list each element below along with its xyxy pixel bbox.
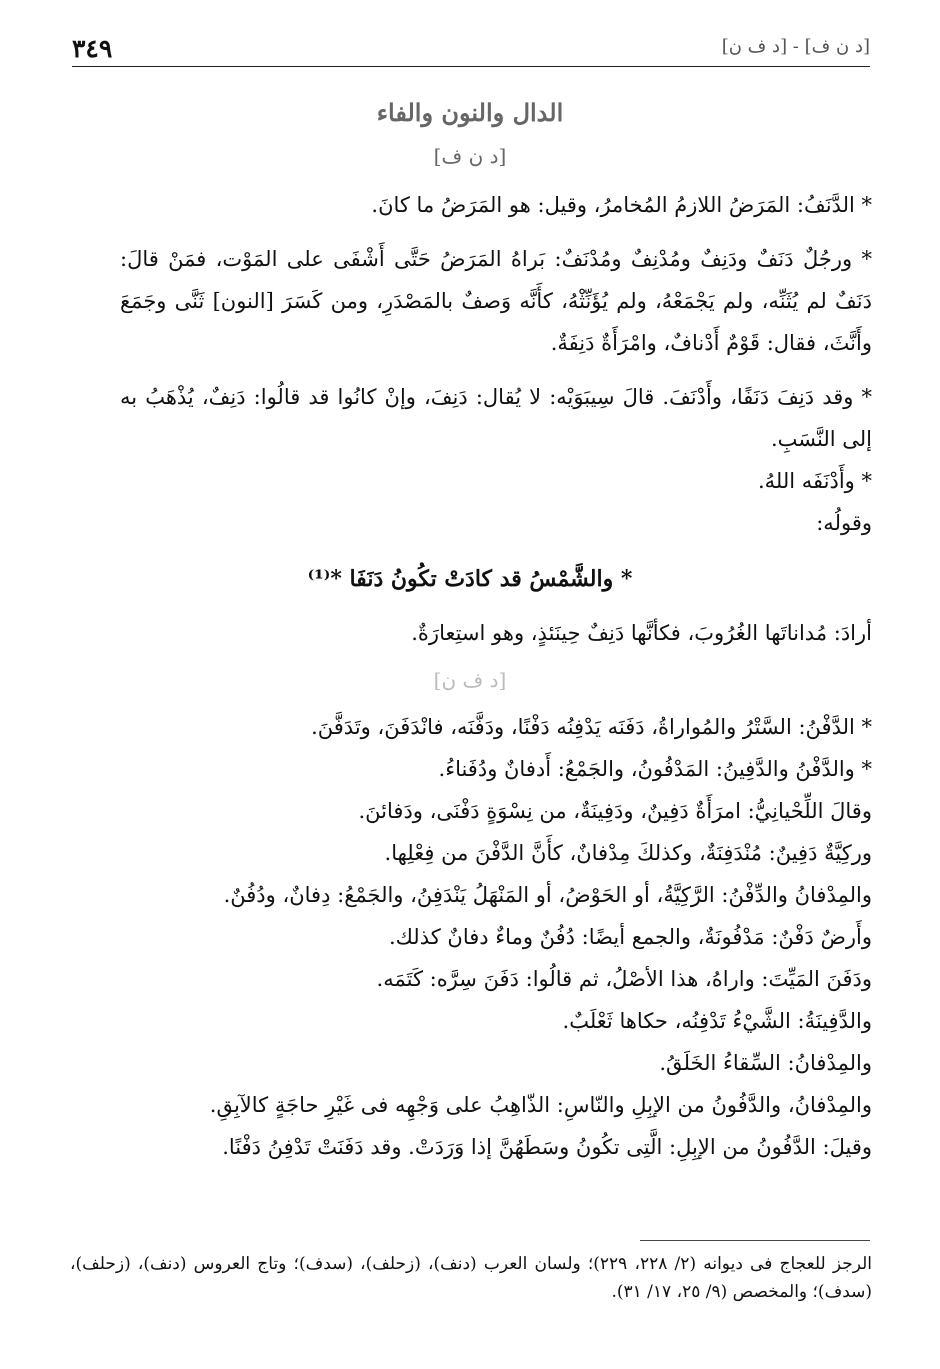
verse-citation: * والشَّمْسُ قد كادَتْ تكُونُ دَنَفَا *⁽¹⁾ bbox=[307, 566, 633, 592]
paragraph: والدَّفِينَةُ: الشَّيْءُ تَدْفِنُه، حكاها ثَعْلَبٌ. bbox=[562, 1009, 872, 1033]
paragraph: * ورجُلٌ دَنَفٌ ودَنِفٌ ومُدْنِفٌ ومُدْنَفٌ: بَراهُ المَرَضُ حَتَّى أَشْفَى على المَوْت، فمَنْ قالَ: دَنَفٌ لم يُثَنِّه، ولم يَجْمَعْهُ، ولم يُؤَنِّثْهُ، كأَنَّه وَصفٌ بالمَصْدَرِ، ومن كَسَرَ [النون] ثَنَّى وجَمَعَ وأَنَّثَ، فقال: قَوْمٌ أَدْنافٌ، وامْرَأَةٌ دَنِفَةٌ. bbox=[120, 247, 872, 355]
footnote: الرجز للعجاج فى ديوانه (٢/ ٢٢٨، ٢٢٩)؛ ولسان العرب (دنف)، (زحلف)، (سدف)؛ وتاج العروس (دنف)، (زحلف)، (سدف)؛ والمخصص (٩/ ٢٥، ١٧/ ٣١). bbox=[70, 1254, 872, 1302]
paragraph: * وأَدْنَفَه اللهُ. bbox=[757, 469, 872, 493]
section-title: الدال والنون والفاء bbox=[376, 98, 564, 127]
entry-body-dfn bbox=[120, 706, 872, 1168]
paragraph: والمِدْفانُ، والدَّفُونُ من الإبِلِ والنّاسِ: الذّاهِبُ على وَجْهِه فى غَيْرِ حاجَةٍ كالآبِقِ. bbox=[209, 1093, 872, 1117]
paragraph: وقولُه: bbox=[816, 511, 872, 535]
verse-explanation: أرادَ: مُداناتَها الغُرُوبَ، فكأنَّها دَنِفٌ حِينَئذٍ، وهو استِعارَةٌ. bbox=[411, 621, 872, 645]
footnote-rule bbox=[640, 1240, 870, 1241]
paragraph: والمِدْفانُ: السِّقاءُ الخَلَقُ. bbox=[659, 1051, 872, 1075]
page-header bbox=[72, 34, 870, 64]
paragraph: وقيلَ: الدَّفُونُ من الإبِلِ: الَّتِى تكُونُ وسَطَهُنَّ إذا وَرَدَتْ. وقد دَفَنَتْ تَدْفِنُ دَفْنًا. bbox=[222, 1135, 872, 1159]
paragraph: * والدَّفْنُ والدَّفِينُ: المَدْفُونُ، والجَمْعُ: أَدفانٌ ودُفَناءُ. bbox=[438, 757, 872, 781]
paragraph: * الدَّنَفُ: المَرَضُ اللازمُ المُخامرُ، وقيل: هو المَرَضُ ما كانَ. bbox=[371, 193, 872, 217]
page-number: ٣٤٩ bbox=[72, 34, 113, 63]
paragraph: ودَفَنَ المَيِّتَ: واراهُ، هذا الأصْلُ، ثم قالُوا: دَفَنَ سِرَّه: كَتَمَه. bbox=[376, 967, 872, 991]
running-head: [د ن ف] - [د ف ن] bbox=[721, 36, 870, 57]
paragraph: وأَرضٌ دَفْنٌ: مَدْفُونَةٌ، والجمع أيضًا: دُفُنٌ وماءٌ دفانٌ كذلك. bbox=[388, 925, 872, 949]
paragraph: والمِدْفانُ والدِّفْنُ: الرَّكِيَّةُ، أو الحَوْضُ، أو المَنْهَلُ يَنْدَفِنُ، والجَمْعُ: دِفانٌ، ودُفُنٌ. bbox=[223, 883, 872, 907]
paragraph: وركِيَّةٌ دَفِينٌ: مُنْدَفِنَةٌ، وكذلكَ مِدْفانٌ، كأَنَّ الدَّفْنَ من فِعْلِها. bbox=[384, 841, 872, 865]
paragraph: * وقد دَنِفَ دَنَفًا، وأَدْنَفَ. قالَ سِيبَوَيْه: لا يُقال: دَنِفَ، وإنْ كانُوا قد قالُوا: دَنِفٌ، يُذْهَبُ به إلى النَّسَبِ. bbox=[120, 385, 872, 451]
paragraph: وقالَ اللِّحْيانِيُّ: امرَأَةٌ دَفِينٌ، ودَفِينَةٌ، من نِسْوَةٍ دَفْنَى، ودَفائنَ. bbox=[358, 799, 872, 823]
paragraph: * الدَّفْنُ: السَّتْرُ والمُواراةُ، دَفَنَه يَدْفِنُه دَفْنًا، ودَفَّنَه، فانْدَفَنَ، وتَدَفَّنَ. bbox=[311, 715, 872, 739]
root-heading-dfn: [د ف ن] bbox=[433, 668, 507, 692]
root-heading-dnf: [د ن ف] bbox=[433, 144, 507, 168]
header-rule bbox=[72, 66, 870, 67]
entry-body-dnf bbox=[120, 184, 872, 544]
